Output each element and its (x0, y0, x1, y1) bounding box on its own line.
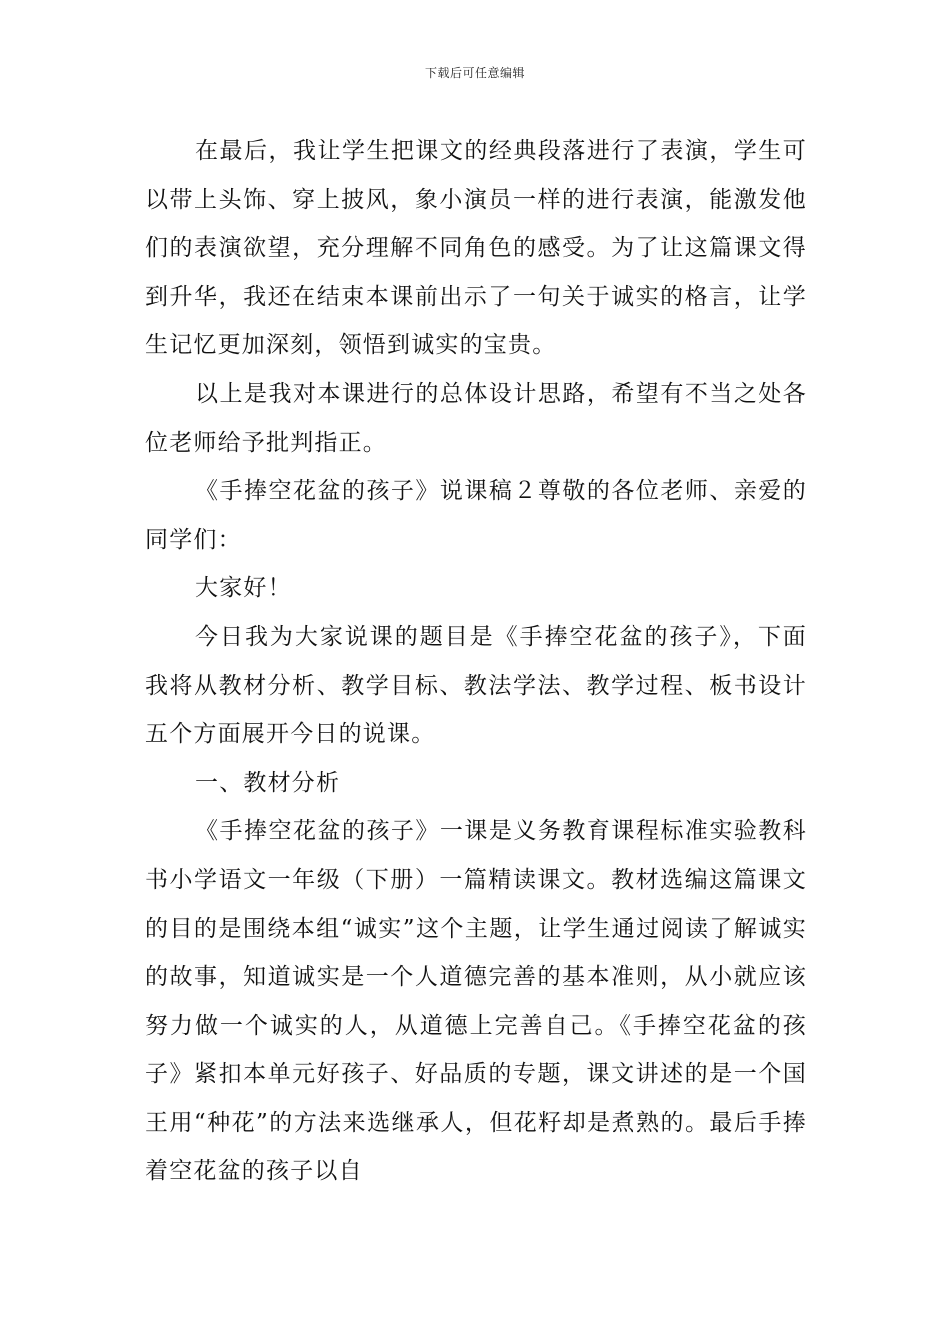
paragraph: 大家好！ (195, 575, 292, 602)
page-header: 下载后可任意编辑 (424, 66, 525, 80)
paragraph: 《手捧空花盆的孩子》说课稿２尊敬的各位老师、亲爱的同学们： (145, 478, 807, 553)
document-body (145, 127, 807, 1196)
section-heading: 一、教材分析 (195, 769, 341, 796)
paragraph: 在最后，我让学生把课文的经典段落进行了表演，学生可以带上头饰、穿上披风，象小演员一样的进行表演，能激发他们的表演欲望，充分理解不同角色的感受。为了让这篇课文得到升华，我还在结束本课前出示了一句关于诚实的格言，让学生记忆更加深刻，领悟到诚实的宝贵。 (145, 138, 807, 359)
paragraph: 今日我为大家说课的题目是《手捧空花盆的孩子》，下面我将从教材分析、教学目标、教法学法、教学过程、板书设计五个方面展开今日的说课。 (145, 623, 807, 748)
paragraph: 以上是我对本课进行的总体设计思路，希望有不当之处各位老师给予批判指正。 (145, 380, 807, 456)
paragraph: 《手捧空花盆的孩子》一课是义务教育课程标准实验教科书小学语文一年级（下册）一篇精读课文。教材选编这篇课文的目的是围绕本组“诚实”这个主题，让学生通过阅读了解诚实的故事，知道诚实是一个人道德完善的基本准则，从小就应该努力做一个诚实的人，从道德上完善自己。《手捧空花盆的孩子》紧扣本单元好孩子、好品质的专题，课文讲述的是一个国王用“种花”的方法来选继承人，但花籽却是煮熟的。最后手捧着空花盆的孩子以自 (145, 818, 807, 1185)
